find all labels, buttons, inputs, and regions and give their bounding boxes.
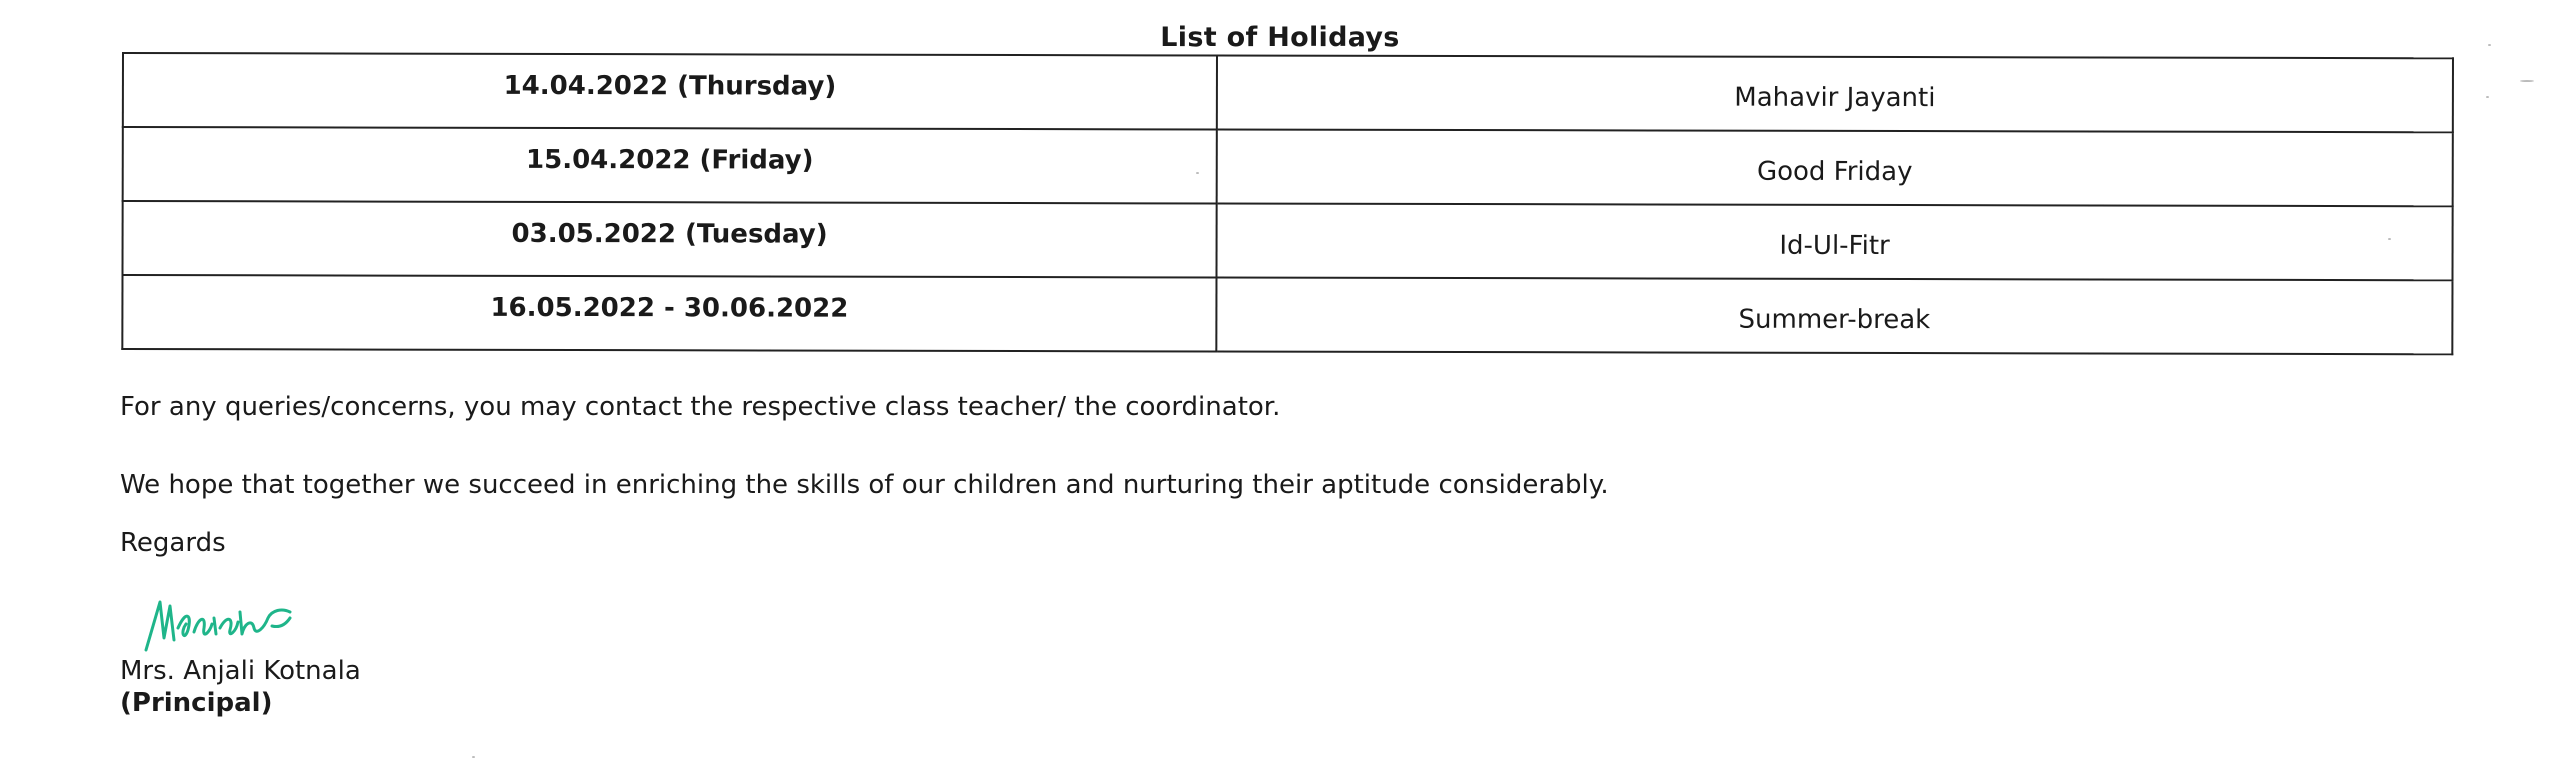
holiday-date: 15.04.2022 (Friday) xyxy=(123,127,1217,203)
hope-paragraph: We hope that together we succeed in enriching the skills of our children and nurturing their aptitude considerably. xyxy=(120,470,1609,500)
queries-paragraph: For any queries/concerns, you may contact the respective class teacher/ the coordinator. xyxy=(120,392,1281,422)
holiday-name: Good Friday xyxy=(1217,129,2453,206)
scan-speck xyxy=(2486,96,2489,98)
holiday-date: 14.04.2022 (Thursday) xyxy=(123,53,1217,129)
scan-speck xyxy=(2388,238,2391,240)
closing-regards: Regards xyxy=(120,528,226,558)
signatory-name: Mrs. Anjali Kotnala xyxy=(120,656,361,686)
holiday-name: Mahavir Jayanti xyxy=(1217,55,2453,132)
scan-speck xyxy=(1196,172,1199,174)
table-row xyxy=(123,53,2453,132)
holiday-name: Id-Ul-Fitr xyxy=(1216,203,2452,280)
table-row xyxy=(122,275,2452,354)
table-row xyxy=(122,201,2452,280)
holiday-table xyxy=(121,52,2454,355)
holiday-date: 16.05.2022 - 30.06.2022 xyxy=(122,275,1216,351)
scan-speck xyxy=(472,756,475,758)
holiday-name: Summer-break xyxy=(1216,277,2452,354)
table-row xyxy=(123,127,2453,206)
signature-mark xyxy=(140,588,300,658)
scan-speck xyxy=(2488,44,2491,46)
scan-speck xyxy=(2520,80,2534,82)
holiday-list-title: List of Holidays xyxy=(1160,22,1400,53)
holiday-date: 03.05.2022 (Tuesday) xyxy=(122,201,1216,277)
signatory-role: (Principal) xyxy=(120,688,273,718)
